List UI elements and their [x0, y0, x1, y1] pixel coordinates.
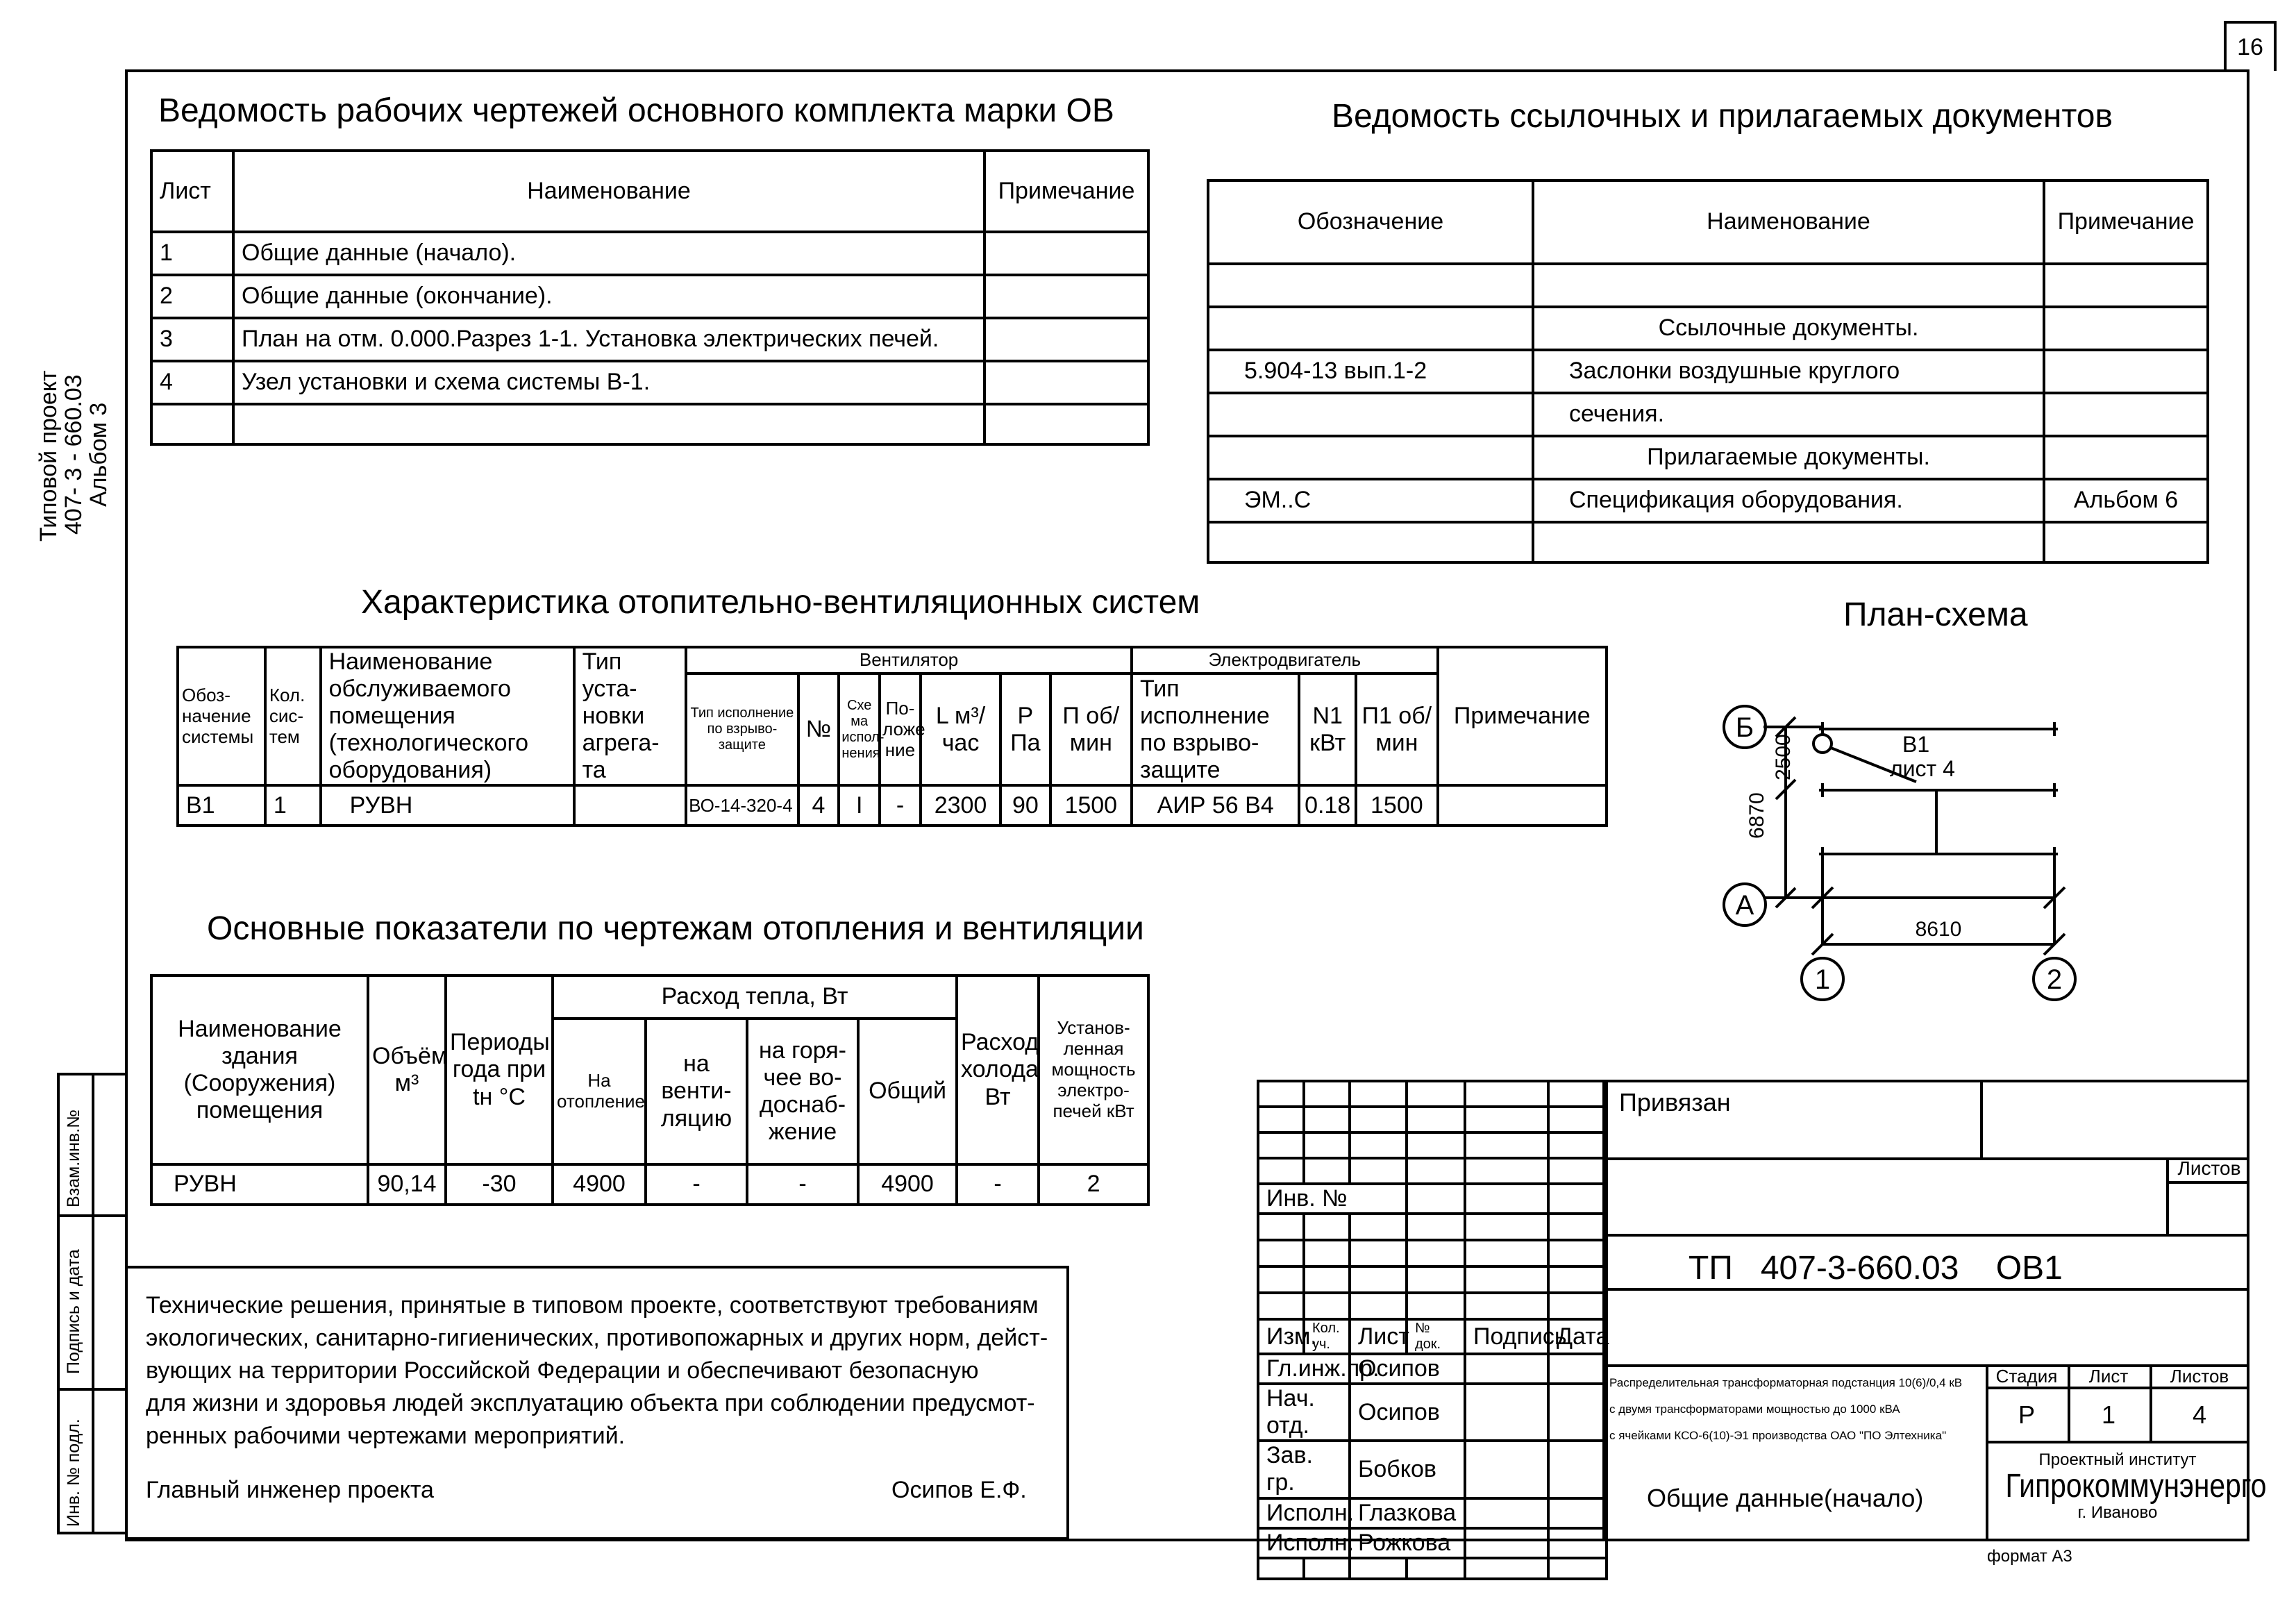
col-header: Обоз- начение системы — [178, 647, 265, 785]
col-header: Тип уста- новки агрега- та — [574, 647, 687, 785]
col-header: на горя- чее во- доснаб- жение — [747, 1019, 858, 1164]
stamp-signature-date: Подпись и дата — [64, 1249, 83, 1374]
signer-row: Нач. отд. Осипов — [1258, 1384, 1607, 1441]
col-header: П1 об/мин — [1356, 673, 1437, 785]
plan-scheme — [1694, 687, 2138, 1014]
section-heading: Ссылочные документы. — [1533, 307, 2044, 350]
note-line: экологических, санитарно-гигиенических, противопожарных и других норм, дейст- — [146, 1325, 1048, 1351]
side-project-label: Типовой проект 407- 3 - 660.03 Альбом 3 — [35, 370, 112, 542]
note-line: вующих на территории Российской Федерации и обеспечивают безопасную — [146, 1357, 979, 1384]
stamp-replaced-inv: Взам.инв.№ — [64, 1110, 83, 1207]
note-line: ренных рабочими чертежами мероприятий. — [146, 1423, 626, 1449]
table-row: 2 Общие данные (окончание). — [151, 275, 1148, 318]
col-header: на венти- ляцию — [646, 1019, 747, 1164]
organization: Проектный институт Гипрокоммунэнерго г. Иваново — [2005, 1450, 2267, 1522]
note-line: Технические решения, принятые в типовом проекте, соответствуют требованиям — [146, 1292, 1039, 1319]
col-header: По- ложе ние — [880, 673, 921, 785]
sheet-value: 1 — [2101, 1400, 2116, 1429]
col-header: Тип исполнение по взрыво- защите — [686, 673, 798, 785]
col-header: Примечание — [984, 151, 1148, 232]
system-label: В1 — [1902, 732, 1930, 757]
col-header: Примечание — [2044, 181, 2208, 264]
col-header: Периоды года при tн °С — [446, 976, 553, 1164]
systems-table — [176, 646, 1608, 827]
axis-1-label: 1 — [1814, 964, 1831, 995]
col-header: N1 кВт — [1299, 673, 1356, 785]
table-row: В1 1 РУВН ВО-14-320-4 4 I - 2300 90 1500 АИР 56 В4 0.18 1500 — [178, 785, 1607, 826]
side-stamp — [57, 1073, 126, 1534]
systems-title: Характеристика отопительно-вентиляционных систем — [361, 584, 1200, 621]
col-header: Лист — [151, 151, 233, 232]
document-code: ТП 407-3-660.03 ОВ1 — [1689, 1250, 2063, 1287]
table-row — [151, 404, 1148, 444]
col-header: Обозначение — [1208, 181, 1533, 264]
stamp-original-inv: Инв. № подл. — [64, 1418, 83, 1527]
table-row: РУВН 90,14 -30 4900 - - 4900 - 2 — [151, 1164, 1148, 1205]
sheets-value: 4 — [2192, 1400, 2207, 1429]
dim-2500: 2500 — [1772, 734, 1795, 780]
col-header: Вентилятор — [686, 647, 1132, 673]
table-row: 3 План на отм. 0.000.Разрез 1-1. Установка электрических печей. — [151, 318, 1148, 361]
col-header: Объём м³ — [368, 976, 446, 1164]
dim-6870: 6870 — [1745, 792, 1768, 839]
col-header: Р Па — [1000, 673, 1050, 785]
col-header: Схе ма испол- нения — [839, 673, 880, 785]
table-row: 5.904-13 вып.1-2 Заслонки воздушные круглого — [1208, 350, 2208, 393]
axis-b-label: Б — [1735, 712, 1754, 743]
stage-sheet-grid: Стадия Лист Листов Р 1 4 — [1986, 1364, 2249, 1448]
indicators-table — [150, 974, 1150, 1206]
systems-title-clip — [361, 583, 1205, 632]
col-header: Наименование — [1533, 181, 2044, 264]
col-header: На отопление — [553, 1019, 646, 1164]
ref-docs-table — [1207, 179, 2209, 564]
col-header: L м³/час — [921, 673, 1000, 785]
plan-title: План-схема — [1843, 596, 2028, 633]
signer-row: Гл.инж.пр. Осипов — [1258, 1354, 1607, 1384]
sheet-number: 16 — [2224, 21, 2277, 71]
ref-docs-title: Ведомость ссылочных и прилагаемых документов — [1332, 98, 2113, 135]
revision-grid: Инв. № Изм. Кол. уч. Лист № док. Подпись Дата Гл.инж.пр. Осипов Нач. отд. Осипов Зав. гр. Бобков Исполн. Глазкова Исполн. Рожкова — [1257, 1080, 1608, 1580]
axis-2-label: 2 — [2046, 964, 2063, 995]
privyazan-label: Привязан — [1619, 1088, 1731, 1116]
signer-row: Зав. гр. Бобков — [1258, 1441, 1607, 1498]
drawing-name: Общие данные(начало) — [1647, 1484, 1924, 1512]
drawings-list-title: Ведомость рабочих чертежей основного комплекта марки ОВ — [158, 92, 1114, 129]
dim-8610: 8610 — [1915, 918, 1962, 941]
signer-role: Главный инженер проекта — [146, 1477, 434, 1503]
col-header: Общий — [858, 1019, 957, 1164]
col-header: Установ- ленная мощность электро- печей кВт — [1039, 976, 1148, 1164]
inv-number-label: Инв. № — [1258, 1184, 1407, 1214]
col-header: Примечание — [1438, 647, 1607, 785]
signer-name: Осипов Е.Ф. — [891, 1477, 1027, 1503]
indicators-title: Основные показатели по чертежам отопления и вентиляции — [207, 910, 1144, 947]
axis-a-label: А — [1735, 890, 1754, 921]
compliance-note — [125, 1266, 1069, 1540]
signer-row: Исполн. Рожкова — [1258, 1528, 1607, 1558]
table-row: ЭМ..С Спецификация оборудования. Альбом 6 — [1208, 479, 2208, 522]
col-header: Расход холода Вт — [957, 976, 1039, 1164]
col-header: № — [798, 673, 839, 785]
table-row: 1 Общие данные (начало). — [151, 232, 1148, 275]
drawings-list-table — [150, 149, 1150, 446]
col-header: Расход тепла, Вт — [553, 976, 957, 1019]
signer-row: Исполн. Глазкова — [1258, 1498, 1607, 1528]
title-block — [1257, 1080, 2267, 1556]
listov-label: Листов — [2169, 1157, 2249, 1184]
col-header: Кол. сис- тем — [265, 647, 321, 785]
col-header: Тип исполнение по взрыво- защите — [1132, 673, 1299, 785]
col-header: Наименование здания (Сооружения) помещения — [151, 976, 368, 1164]
note-line: для жизни и здоровья людей эксплуатацию объекта при соблюдении предусмот- — [146, 1390, 1035, 1416]
project-description: Распределительная трансформаторная подстанция 10(6)/0,4 кВ с двумя трансформаторами мощностью до 1000 кВА с ячейками КСО-6(10)-Э1 производства ОАО "ПО Элтехника" — [1609, 1376, 1963, 1442]
stage-value: Р — [2018, 1400, 2035, 1429]
col-header: П об/мин — [1050, 673, 1132, 785]
system-sheet-label: лист 4 — [1890, 756, 1955, 781]
col-header: Электродвигатель — [1132, 647, 1438, 673]
format-label: формат А3 — [1987, 1547, 2072, 1566]
col-header: Наименование обслуживаемого помещения (технологического оборудования) — [321, 647, 574, 785]
col-header: Наименование — [233, 151, 984, 232]
section-heading: Прилагаемые документы. — [1533, 436, 2044, 479]
table-row: сечения. — [1208, 393, 2208, 436]
table-row: 4 Узел установки и схема системы В-1. — [151, 361, 1148, 404]
